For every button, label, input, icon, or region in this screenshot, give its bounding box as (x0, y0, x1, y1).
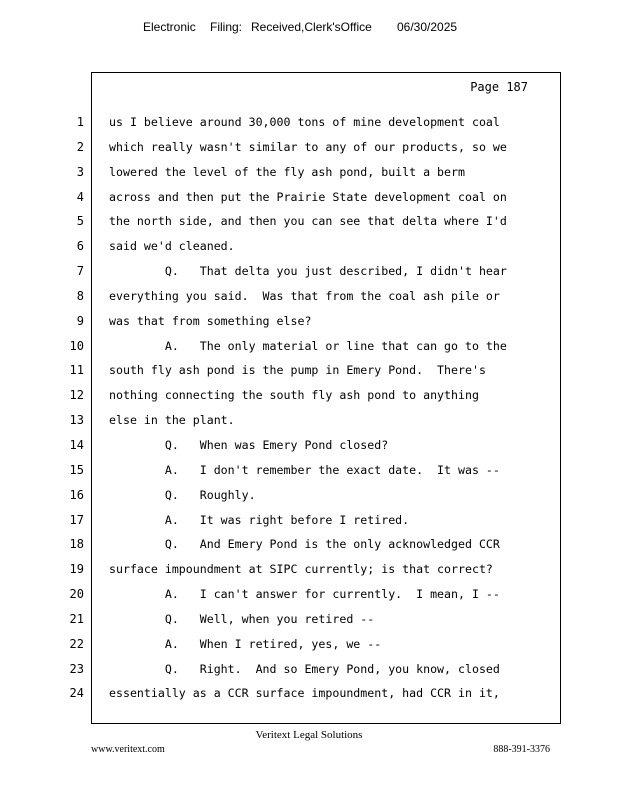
header-date: 06/30/2025 (397, 20, 458, 34)
transcript-line: across and then put the Prairie State development coal on (109, 189, 507, 204)
footer-company: Veritext Legal Solutions (255, 729, 363, 741)
transcript-line: nothing connecting the south fly ash pond to anything (109, 388, 479, 403)
transcript-line: us I believe around 30,000 tons of mine development coal (109, 115, 500, 129)
transcript-line: Q. Right. And so Emery Pond, you know, closed (109, 661, 500, 676)
header-filing: Filing: (210, 20, 243, 34)
footer-website: www.veritext.com (91, 744, 165, 755)
line-number: 22 (69, 636, 84, 651)
transcript-line: Q. And Emery Pond is the only acknowledged CCR (109, 537, 500, 552)
transcript-line: said we'd cleaned. (109, 239, 235, 254)
line-number: 19 (69, 562, 84, 577)
line-number: 18 (69, 537, 84, 552)
line-number: 14 (69, 437, 84, 452)
transcript-line: lowered the level of the fly ash pond, built a berm (109, 164, 465, 179)
page-number: Page 187 (470, 80, 528, 94)
transcript-line: A. I don't remember the exact date. It was -- (109, 462, 500, 477)
transcript-line: the north side, and then you can see that delta where I'd (109, 214, 507, 229)
transcript-line: Q. Well, when you retired -- (109, 611, 375, 626)
line-number: 2 (76, 139, 84, 154)
transcript-text (109, 110, 549, 706)
line-number: 24 (69, 686, 84, 701)
transcript-line: surface impoundment at SIPC currently; is that correct? (109, 562, 493, 577)
line-number: 15 (69, 462, 84, 477)
filing-header (0, 20, 618, 38)
line-number: 9 (76, 313, 84, 328)
transcript-line: Q. When was Emery Pond closed? (109, 437, 389, 452)
line-number: 17 (69, 512, 84, 527)
transcript-line: A. When I retired, yes, we -- (109, 636, 382, 651)
header-received: Received,Clerk'sOffice (251, 20, 372, 34)
line-number: 3 (76, 164, 84, 179)
header-electronic: Electronic (143, 20, 196, 34)
transcript-line: Q. That delta you just described, I didn't hear (109, 264, 507, 279)
line-number: 6 (76, 239, 84, 254)
line-number: 7 (76, 264, 84, 279)
line-number: 1 (76, 115, 84, 129)
line-number-column (60, 110, 84, 706)
line-number: 8 (76, 288, 84, 303)
line-number: 12 (69, 388, 84, 403)
transcript-line: A. It was right before I retired. (109, 512, 410, 527)
transcript-line: south fly ash pond is the pump in Emery Pond. There's (109, 363, 486, 378)
line-number: 5 (76, 214, 84, 229)
transcript-line: A. I can't answer for currently. I mean, I -- (109, 587, 500, 602)
transcript-line: was that from something else? (109, 313, 312, 328)
line-number: 16 (69, 487, 84, 502)
transcript-line: else in the plant. (109, 413, 235, 428)
transcript-line: which really wasn't similar to any of our products, so we (109, 139, 507, 154)
transcript-line: A. The only material or line that can go to the (109, 338, 507, 353)
transcript-line: essentially as a CCR surface impoundment, had CCR in it, (109, 686, 500, 701)
line-number: 20 (69, 587, 84, 602)
line-number: 21 (69, 611, 84, 626)
line-number: 10 (69, 338, 84, 353)
transcript-line: everything you said. Was that from the coal ash pile or (109, 288, 500, 303)
line-number: 13 (69, 413, 84, 428)
line-number: 4 (76, 189, 84, 204)
transcript-line: Q. Roughly. (109, 487, 256, 502)
line-number: 23 (69, 661, 84, 676)
footer-phone: 888-391-3376 (493, 744, 550, 755)
line-number: 11 (69, 363, 84, 378)
